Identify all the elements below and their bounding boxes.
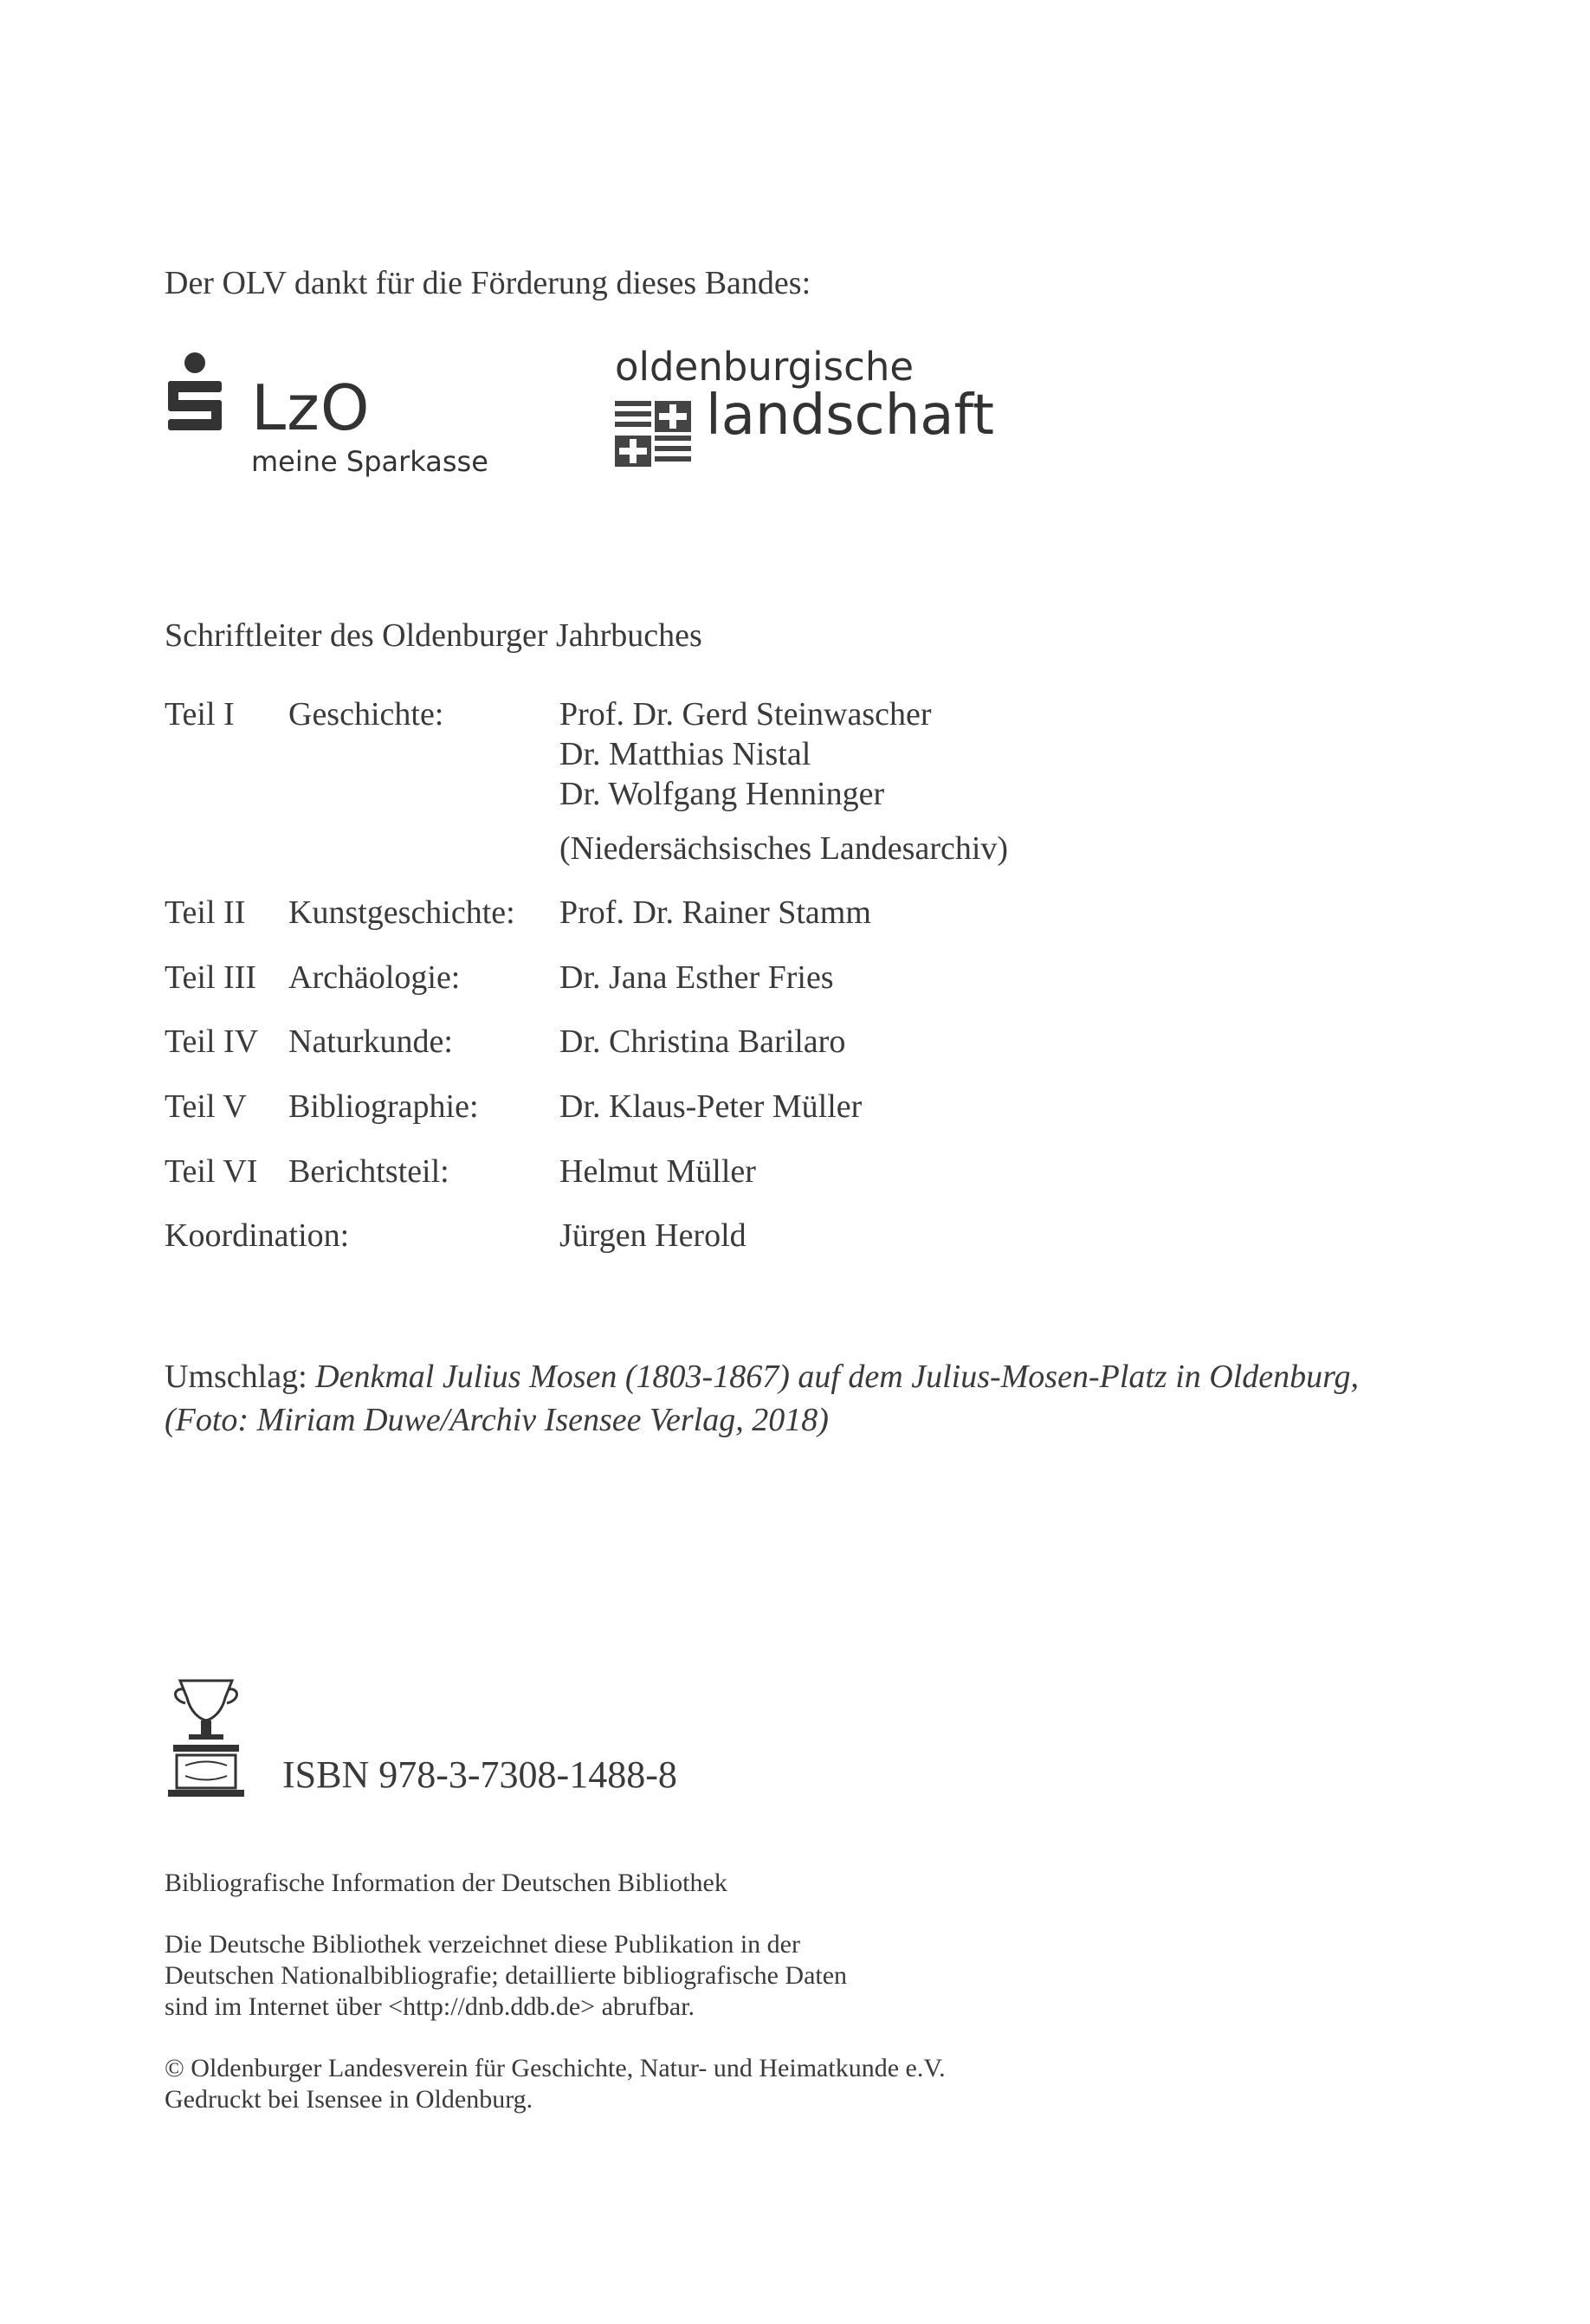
teil-label: Teil IV <box>165 1023 259 1060</box>
teil-label: Teil II <box>165 894 246 931</box>
editor-name: Prof. Dr. Gerd Steinwascher <box>559 696 932 733</box>
field-label: Kunstgeschichte: <box>288 894 515 931</box>
oldenburgische-landschaft-logo <box>615 342 994 489</box>
editor-name: Helmut Müller <box>559 1153 756 1190</box>
editor-name: Prof. Dr. Rainer Stamm <box>559 894 871 931</box>
publisher-urn-emblem-icon <box>165 1677 248 1798</box>
lzo-wordmark: LzO <box>251 371 371 444</box>
field-label: Naturkunde: <box>288 1023 453 1060</box>
teil-label: Teil V <box>165 1088 247 1125</box>
lzo-sparkasse-logo <box>165 348 494 487</box>
field-label: Archäologie: <box>288 959 461 996</box>
teil-label: Teil III <box>165 959 257 996</box>
editor-name: Dr. Jana Esther Fries <box>559 959 834 996</box>
editors-heading: Schriftleiter des Oldenburger Jahrbuches <box>165 617 702 654</box>
sparkasse-s-icon <box>165 348 225 435</box>
teil-label: Teil VI <box>165 1153 258 1190</box>
sponsor-thanks-text: Der OLV dankt für die Förderung dieses Bandes: <box>165 265 811 301</box>
editor-name: Dr. Wolfgang Henninger <box>559 776 885 812</box>
bibliographic-line: Deutschen Nationalbibliografie; detaillierte bibliografische Daten <box>165 1961 848 1990</box>
cover-label: Umschlag: <box>165 1359 307 1395</box>
landschaft-cross-emblem-icon <box>615 401 691 470</box>
field-label: Bibliographie: <box>288 1088 479 1125</box>
copyright-line: © Oldenburger Landesverein für Geschichte, Natur- und Heimatkunde e.V. <box>165 2054 946 2082</box>
editor-name: Dr. Klaus-Peter Müller <box>559 1088 863 1125</box>
coordination-label: Koordination: <box>165 1217 350 1254</box>
bibliographic-heading: Bibliografische Information der Deutschen Bibliothek <box>165 1869 727 1897</box>
cover-caption-line1: Denkmal Julius Mosen (1803-1867) auf dem Julius-Mosen-Platz in Oldenburg, <box>315 1359 1360 1395</box>
field-label: Berichtsteil: <box>288 1153 449 1190</box>
cover-caption-line2: (Foto: Miriam Duwe/Archiv Isensee Verlag, 2018) <box>165 1402 829 1438</box>
field-label: Geschichte: <box>288 696 444 733</box>
printer-line: Gedruckt bei Isensee in Oldenburg. <box>165 2085 533 2114</box>
editor-name: Dr. Matthias Nistal <box>559 736 811 772</box>
editor-name: Dr. Christina Barilaro <box>559 1023 846 1060</box>
lzo-tagline: meine Sparkasse <box>251 445 488 478</box>
landschaft-logo-line1: oldenburgische <box>615 344 915 390</box>
bibliographic-line: sind im Internet über <http://dnb.ddb.de> abrufbar. <box>165 1992 695 2021</box>
coordination-name: Jürgen Herold <box>559 1217 747 1254</box>
bibliographic-line: Die Deutsche Bibliothek verzeichnet diese Publikation in der <box>165 1930 800 1959</box>
isbn-number: ISBN 978-3-7308-1488-8 <box>282 1753 677 1796</box>
landschaft-logo-line2: landschaft <box>706 384 994 448</box>
editor-affiliation: (Niedersächsisches Landesarchiv) <box>559 830 1009 867</box>
cover-caption <box>165 1358 1359 1396</box>
teil-label: Teil I <box>165 696 235 733</box>
